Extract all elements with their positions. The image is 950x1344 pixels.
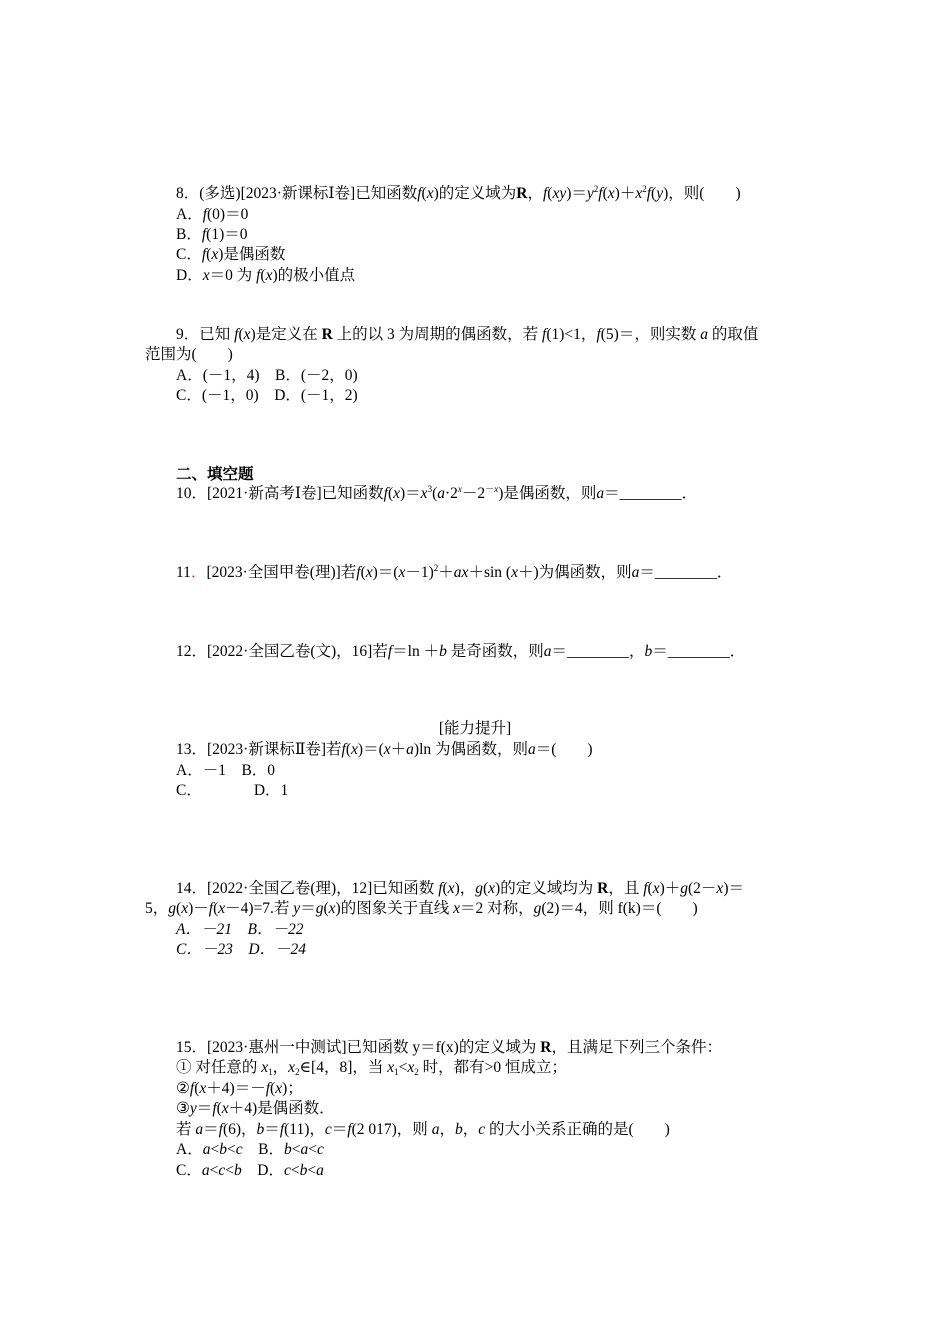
q8-option-d: D．x＝0 为 f(x)的极小值点 [176,267,356,284]
q15-condition-3: ③y＝f(x＋4)是偶函数． [176,1100,335,1117]
q13-stem: 13．[2023·新课标Ⅱ卷]若f(x)＝(x＋a)ln 为偶函数，则a＝( ) [176,741,593,758]
q15-condition-1: ① 对任意的 $x_1$，$x_2\in[4$，8]，当 $x_1<x_2$ 时，都有>0 恒成立； [176,1059,568,1077]
q9-stem-line1: 9．已知 f(x)是定义在 R 上的以 3 为周期的偶函数，若 f(1)<1，f(5)＝，则实数 a 的取值 [176,326,759,343]
q15-options-cd: C．a<c<b D．c<b<a [176,1162,324,1179]
q14-options-cd: C．－23 D．－24 [176,941,307,958]
q15-condition-2: ②f(x＋4)＝－f(x)； [176,1080,303,1097]
q13-options-cd: C． D．1 [176,782,289,799]
q14-options-ab: A．－21 B．－22 [176,921,304,938]
q8-option-c: C．f(x)是偶函数 [176,246,286,263]
q9-options-cd: C．(－1，0) D．(－1，2) [176,387,358,404]
q15-stem-line1: 15．[2023·惠州一中测试]已知函数 y＝f(x)的定义域为 R，且满足下列三个条件： [176,1039,722,1056]
q8-stem: 8．(多选)[2023·新课标Ⅰ卷]已知函数f(x)的定义域为R，$f(xy)=y^2f(x)+x^2f(y)$，则( ) [176,184,741,202]
q14-stem-line2: 5，g(x)－f(x－4)=7.若 y＝g(x)的图象关于直线 x＝2 对称，g(2)＝4，则 f(k)＝( ) [145,900,698,917]
q9-options-ab: A．(－1，4) B．(－2，0) [176,367,358,384]
section-title-ability: [能力提升] [438,720,512,737]
q13-options-ab: A．－1 B．0 [176,762,276,779]
q8-option-a: A．f(0)＝0 [176,206,249,223]
q10-stem: 10．[2021·新高考Ⅰ卷]已知函数$f(x)=x^3(a\cdot 2^x-2^{-x})$是偶函数，则a＝________． [176,484,698,502]
section-title-fill-blank: 二、填空题 [176,466,254,483]
q9-stem-line2: 范围为( ) [145,346,233,363]
q8-option-b: B．f(1)＝0 [176,226,248,243]
q15-question: 若 a＝f(6)，b＝f(11)，c＝f(2 017)，则 a，b，c 的大小关系正确的是( ) [176,1121,670,1138]
q15-options-ab: A．a<b<c B．b<a<c [176,1141,324,1158]
q11-stem: 11．[2023·全国甲卷(理)]若$f(x)=(x-1)^2+ax+\sin$ (x＋)为偶函数，则a＝________． [176,563,733,581]
q12-stem: 12．[2022·全国乙卷(文)，16]若f＝ln ＋b 是奇函数，则a＝________，b＝________． [176,643,746,660]
q14-stem-line1: 14．[2022·全国乙卷(理)，12]已知函数 f(x)，g(x)的定义域均为 R，且 f(x)＋g(2－x)＝ [176,880,744,897]
